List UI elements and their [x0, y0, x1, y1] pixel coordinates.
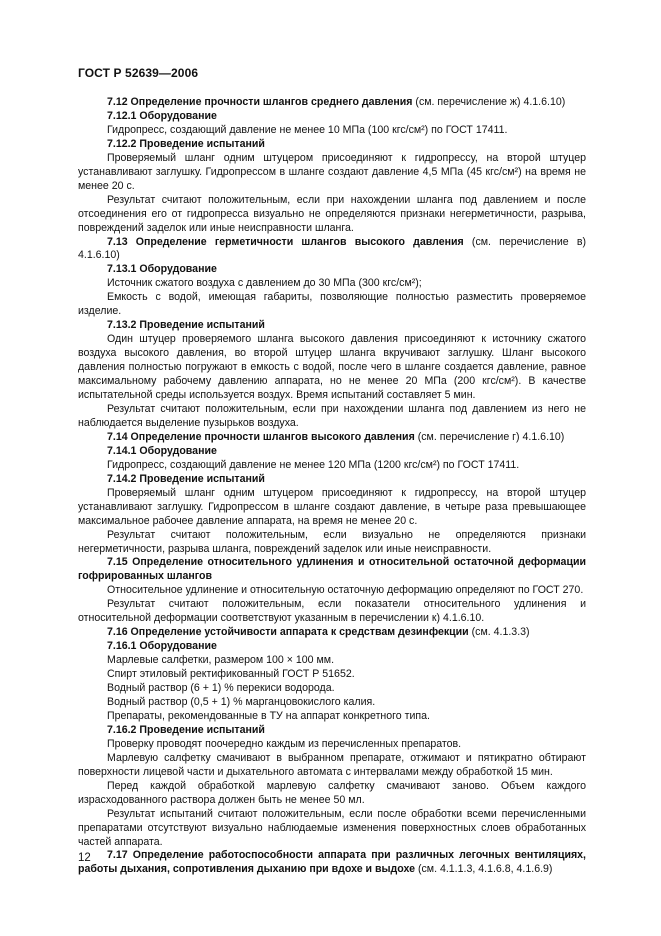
- paragraph-text: Водный раствор (6 + 1) % перекиси водорода.: [107, 682, 335, 695]
- paragraph-text: Относительное удлинение и относительную остаточную деформацию определяют по ГОСТ 270.: [107, 584, 584, 597]
- paragraph: [78, 752, 586, 780]
- paragraph: [78, 738, 586, 752]
- section-heading: 7.15 Определение относительного удлинения и относительной остаточной деформации гофрированных шлангов: [78, 556, 586, 583]
- paragraph-text: Гидропресс, создающий давление не менее 120 МПа (1200 кгс/см²) по ГОСТ 17411.: [107, 458, 520, 471]
- paragraph: [78, 194, 586, 236]
- paragraph: [78, 668, 586, 682]
- document-body: [78, 96, 586, 877]
- paragraph: [78, 236, 586, 264]
- section-heading: 7.13 Определение герметичности шлангов высокого давления: [107, 235, 464, 248]
- section-heading: 7.14.2 Проведение испытаний: [107, 472, 265, 485]
- paragraph-text: Проверку проводят поочередно каждым из перечисленных препаратов.: [107, 737, 462, 750]
- paragraph: [78, 598, 586, 626]
- paragraph: [78, 319, 586, 333]
- section-heading: 7.13.1 Оборудование: [107, 263, 217, 276]
- section-heading: 7.12.1 Оборудование: [107, 109, 217, 122]
- paragraph-text: Марлевую салфетку смачивают в выбранном препарате, отжимают и пятикратно обтирают поверхности лицевой части и дыхательного автомата с интервалами между обработкой 15 мин.: [78, 751, 586, 778]
- paragraph-text: Спирт этиловый ректификованный ГОСТ Р 51652.: [107, 668, 355, 681]
- paragraph: [78, 487, 586, 529]
- paragraph-text: Водный раствор (0,5 + 1) % марганцовокислого калия.: [107, 695, 376, 708]
- paragraph: [78, 626, 586, 640]
- section-heading: 7.14.1 Оборудование: [107, 444, 217, 457]
- paragraph-text: (см. 4.1.3.3): [468, 626, 530, 639]
- paragraph: [78, 152, 586, 194]
- paragraph: [78, 682, 586, 696]
- paragraph: [78, 724, 586, 738]
- paragraph: [78, 445, 586, 459]
- paragraph: [78, 556, 586, 584]
- paragraph: [78, 277, 586, 291]
- paragraph-text: Проверяемый шланг одним штуцером присоединяют к гидропрессу, на второй штуцер устанавливают заглушку. Гидропрессом в шланге создают давление 4,5 МПа (45 кгс/см²) на время не менее 20 с.: [78, 151, 586, 192]
- section-heading: 7.14 Определение прочности шлангов высокого давления: [107, 430, 415, 443]
- paragraph: [78, 710, 586, 724]
- paragraph: [78, 780, 586, 808]
- paragraph-text: Марлевые салфетки, размером 100 × 100 мм.: [107, 654, 335, 667]
- paragraph-text: Результат испытаний считают положительным, если после обработки всеми перечисленными препаратами отсутствуют визуально наблюдаемые изменения поверхностных слоев обработанных частей аппарата.: [78, 807, 586, 848]
- section-heading: 7.12.2 Проведение испытаний: [107, 137, 265, 150]
- paragraph: [78, 403, 586, 431]
- paragraph-text: Результат считают положительным, если при нахождении шланга под давлением и после отсоединения его от гидропресса визуально не определяются признаки негерметичности, разрыва, повреждений заделок или иные неисправности шланга.: [78, 193, 586, 234]
- document-header: ГОСТ Р 52639—2006: [78, 66, 199, 80]
- paragraph: [78, 584, 586, 598]
- paragraph-text: (см. 4.1.1.3, 4.1.6.8, 4.1.6.9): [415, 863, 553, 876]
- paragraph-text: Результат считают положительным, если визуально не определяются признаки негерметичности, разрыва шланга, повреждений заделок или иные неисправности.: [78, 528, 586, 555]
- paragraph: [78, 96, 586, 110]
- section-heading: 7.17 Определение работоспособности аппарата при различных легочных вентиляциях, работы дыхания, сопротивления дыханию при вдохе и выдохе: [78, 849, 586, 876]
- paragraph: [78, 849, 586, 877]
- paragraph: [78, 431, 586, 445]
- paragraph: [78, 333, 586, 403]
- paragraph: [78, 459, 586, 473]
- paragraph-text: Источник сжатого воздуха с давлением до 30 МПа (300 кгс/см²);: [107, 277, 422, 290]
- paragraph-text: Препараты, рекомендованные в ТУ на аппарат конкретного типа.: [107, 709, 430, 722]
- paragraph: [78, 110, 586, 124]
- paragraph-text: Гидропресс, создающий давление не менее 10 МПа (100 кгс/см²) по ГОСТ 17411.: [107, 123, 508, 136]
- paragraph: [78, 124, 586, 138]
- section-heading: 7.16 Определение устойчивости аппарата к средствам дезинфекции: [107, 626, 469, 639]
- paragraph-text: Емкость с водой, имеющая габариты, позволяющие полностью разместить проверяемое изделие.: [78, 291, 586, 318]
- paragraph-text: Проверяемый шланг одним штуцером присоединяют к гидропрессу, на второй штуцер устанавливают заглушку. Гидропрессом в шланге создают давление, в четыре раза превышающее максимальное рабочее давление аппарата, на время не менее 20 с.: [78, 486, 586, 527]
- paragraph-text: (см. перечисление в) 4.1.6.10): [78, 235, 586, 262]
- paragraph: [78, 640, 586, 654]
- paragraph: [78, 291, 586, 319]
- paragraph: [78, 529, 586, 557]
- page-number: 12: [78, 852, 91, 864]
- section-heading: 7.16.2 Проведение испытаний: [107, 723, 265, 736]
- paragraph-text: (см. перечисление ж) 4.1.6.10): [412, 96, 566, 108]
- section-heading: 7.16.1 Оборудование: [107, 640, 217, 653]
- paragraph-text: Один штуцер проверяемого шланга высокого давления присоединяют к источнику сжатого воздуха высокого давления, во второй штуцер шланга вкручивают заглушку. Шланг высокого давления полностью погружают в емкость с водой, после чего в шланге создается давление, равное максимальному рабочему давлению аппарата, но не менее 20 МПа (200 кгс/см²). В качестве испытательной среды используется воздух. Время испытаний составляет 5 мин.: [78, 333, 586, 402]
- paragraph-text: Результат считают положительным, если показатели относительного удлинения и относительной деформации соответствуют указанным в перечислении к) 4.1.6.10.: [78, 598, 586, 625]
- section-heading: 7.13.2 Проведение испытаний: [107, 319, 265, 332]
- paragraph: [78, 808, 586, 850]
- paragraph-text: Перед каждой обработкой марлевую салфетку смачивают заново. Объем каждого израсходованного раствора должен быть не менее 50 мл.: [78, 779, 586, 806]
- paragraph: [78, 138, 586, 152]
- paragraph-text: Результат считают положительным, если при нахождении шланга под давлением из него не наблюдается выделение пузырьков воздуха.: [78, 402, 586, 429]
- paragraph: [78, 696, 586, 710]
- paragraph: [78, 263, 586, 277]
- paragraph-text: (см. перечисление г) 4.1.6.10): [414, 430, 565, 443]
- section-heading: 7.12 Определение прочности шлангов среднего давления: [107, 96, 413, 108]
- paragraph: [78, 473, 586, 487]
- paragraph: [78, 654, 586, 668]
